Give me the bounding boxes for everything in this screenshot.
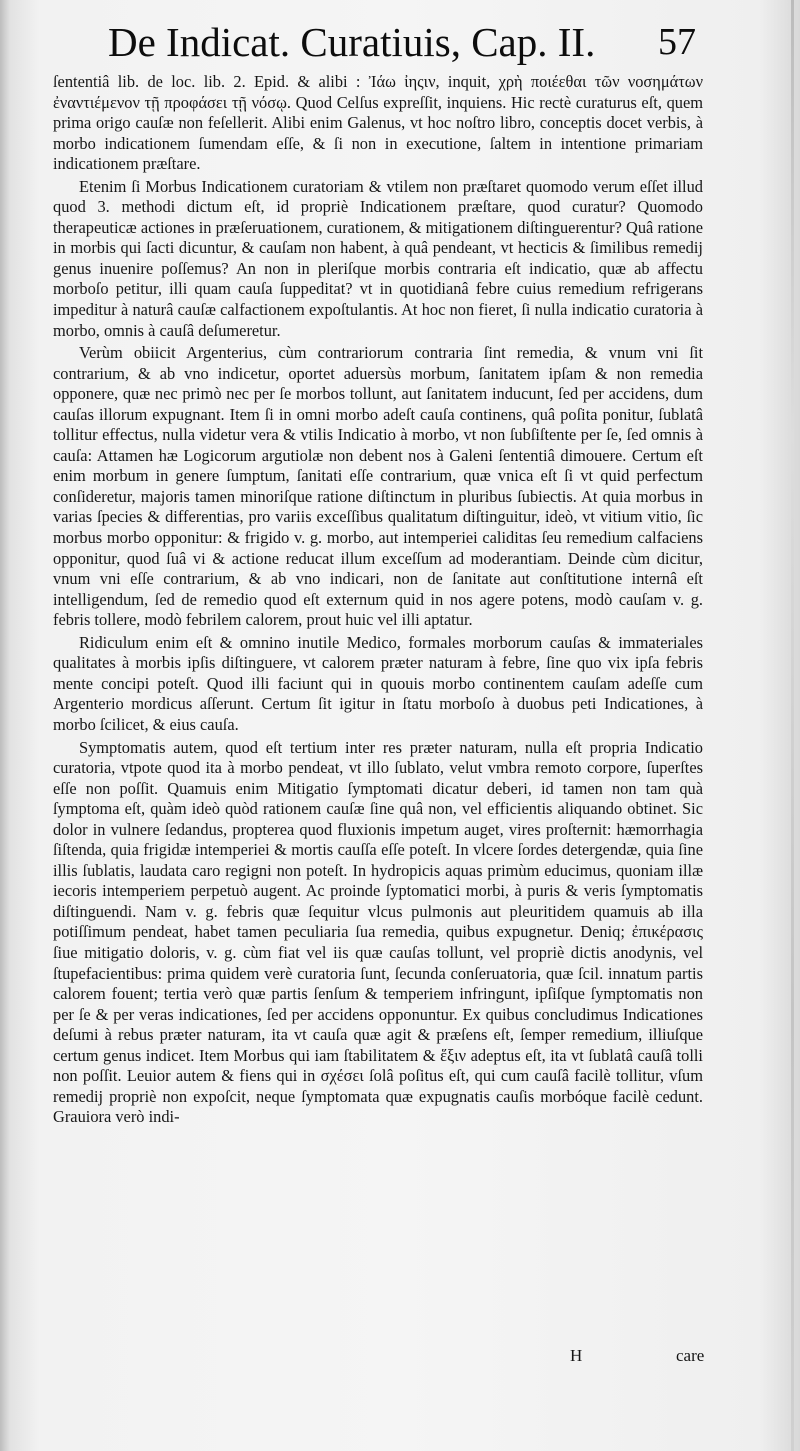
paragraph: Ridiculum enim eſt & omnino inutile Medico, formales morborum cauſas & immateriales qualitates à morbis ipſis diſtinguere, vt calorem præter naturam à febre, ſine quo vix ipſa febris mente concipi poteſt. Quod illi faciunt qui in quouis morbo continentem cauſam adeſſe cum Argenterio mordicus aſſerunt. Certum ſit igitur in ſtatu morboſo à duobus peti Indicationes, à morbo ſcilicet, & eius cauſa. (53, 632, 703, 734)
paragraph: Etenim ſi Morbus Indicationem curatoriam & vtilem non præſtaret quomodo verum eſſet illud quod 3. methodi dictum eſt, id propriè Indicationem præſtare, quod curatur? Quomodo therapeuticæ actiones in præſeruationem, curationem, & mitigationem diſtinguerentur? Quâ ratione in morbis qui ſacti dicuntur, & cauſam non habent, à quâ pendeant, vt hecticis & ſimilibus remedij genus inuenire poſſemus? An non in pleriſque morbis contraria eſt indicatio, quæ ab affectu morboſo petitur, illi quam cauſa ſuppeditat? vt in quotidianâ febre cuius remedium refrigerans impeditur à naturâ cauſæ calfactionem expoſtulantis. At hoc non fieret, ſi nulla indicatio curatoria à morbo, omnis à cauſâ deſumeretur. (53, 176, 703, 340)
paragraph: Verùm obiicit Argenterius, cùm contrariorum contraria ſint remedia, & vnum vni ſit contrarium, & ab vno indicetur, oportet aduersùs morbum, ſanitatem ipſam & non remedia opponere, quæ nec primò nec per ſe morbos tollunt, aut ſanitatem inducunt, ſed per accidens, dum cauſas illorum expugnant. Item ſi in omni morbo adeſt cauſa continens, quâ poſita ponitur, ſublatâ tollitur effectus, nulla videtur vera & vtilis Indicatio à morbo, vt non ſubſiſtente per ſe, ſed omnis à cauſa: Attamen hæ Logicorum argutiolæ non debent nos à Galeni ſententiâ dimouere. Certum eſt enim morbum in genere ſumptum, ſanitati eſſe contrarium, quæ vnica eſt ſi vt quid perfectum conſideretur, majoris tamen minoriſque ratione diſtinctum in pluribus ſubiectis. At quia morbus in varias ſpecies & differentias, pro variis exceſſibus qualitatum diſtinguitur, ideò, vt vitium vitio, ſic morbus morbo opponitur: & frigido v. g. morbo, aut intemperiei caliditas ſeu remedium calfaciens opponitur, quod ſuâ vi & actione reducat illum exceſſum ad moderantiam. Deinde cùm dicitur, vnum vni eſſe contrarium, & ab vno indicari, non de ſanitate aut conſtitutione internâ eſt intelligendum, ſed de remedio quod eſt externum quid in nos agere potens, modò cauſam v. g. febris tollere, modò febrilem calorem, prout huic vel illi aptatur. (53, 343, 703, 630)
signature-mark: H (570, 1346, 583, 1365)
page-edge-shadow (791, 0, 794, 1451)
catchword: care (676, 1346, 705, 1365)
paragraph: Symptomatis autem, quod eſt tertium inter res præter naturam, nulla eſt propria Indicatio curatoria, vtpote quod ita à morbo pendeat, vt illo ſublato, velut vmbra remoto corpore, ſuperſtes eſſe non poſſit. Quamuis enim Mitigatio ſymptomati dicatur deberi, id tamen non tam quà ſymptoma eſt, quàm ideò quòd rationem cauſæ ſine quâ non, vel efficientis aliquando obtinet. Sic dolor in vulnere ſedandus, propterea quod fluxionis impetum auget, vires proſternit: hæmorrhagia ſiſtenda, quia frigidæ intemperiei & mortis cauſſa eſſe poteſt. In vlcere ſordes detergendæ, quia ſine illis ſublatis, laudata caro regigni non poteſt. In hydropicis aquas primùm educimus, quoniam illæ iecoris intemperiem perpetuò augent. Ac proinde ſyptomatici morbi, à puris & veris ſymptomatis diſtinguendi. Nam v. g. febris quæ ſequitur vlcus pulmonis aut pleuritidem quamuis ab illa potiſſimum pendeat, habet tamen peculiaria ſua remedia, quibus expugnetur. Deniq; ἐπικέρασις ſiue mitigatio doloris, v. g. cùm fiat vel iis quæ cauſas tollunt, vel propriè dictis anodynis, vel ſtupefacientibus: prima quidem verè curatoria ſunt, ſecunda conſeruatoria, quæ ſcil. innatum partis calorem fouent; tertia verò quæ partis ſenſum & temperiem infringunt, ipſiſque ſymptomatis non per ſe & per veras indicationes, ſed per accidens opponuntur. Ex quibus concludimus Indicationes deſumi à rebus præter naturam, ita vt cauſa quæ agit & præſens eſt, ſemper remedium, illiuſque certum genus indicet. Item Morbus qui iam ſtabilitatem & ἕξιν adeptus eſt, ita vt ſublatâ cauſâ tolli non poſſit. Leuior autem & fiens qui in σχέσει ſolâ poſitus eſt, qui cum cauſâ facilè tollitur, vſum remedij propriè non expoſcit, neque ſymptomata quæ expugnatis cauſis morbóque facilè cedunt. Grauiora verò indi- (53, 737, 703, 1127)
page-number: 57 (658, 21, 696, 63)
page-header (108, 18, 708, 70)
running-title: De Indicat. Curatiuis, Cap. II. (108, 19, 596, 65)
paragraph: ſententiâ lib. de loc. lib. 2. Epid. & alibi : Ἰάω ἰηςιν, inquit, χρὴ ποιέεθαι τῶν νοσημάτων ἐναντιέμενον τῇ προφάσει τῇ νόσῳ. Quod Celſus expreſſit, inquiens. Hic rectè curaturus eſt, quem prima origo cauſæ non feſellerit. Alibi enim Galenus, vt hoc noſtro libro, conceptis docet verbis, à morbo indicationem ſumendam eſſe, & ſi non in executione, ſaltem in intentione primariam indicationem præſtare. (53, 72, 703, 174)
body-text (53, 72, 703, 1128)
